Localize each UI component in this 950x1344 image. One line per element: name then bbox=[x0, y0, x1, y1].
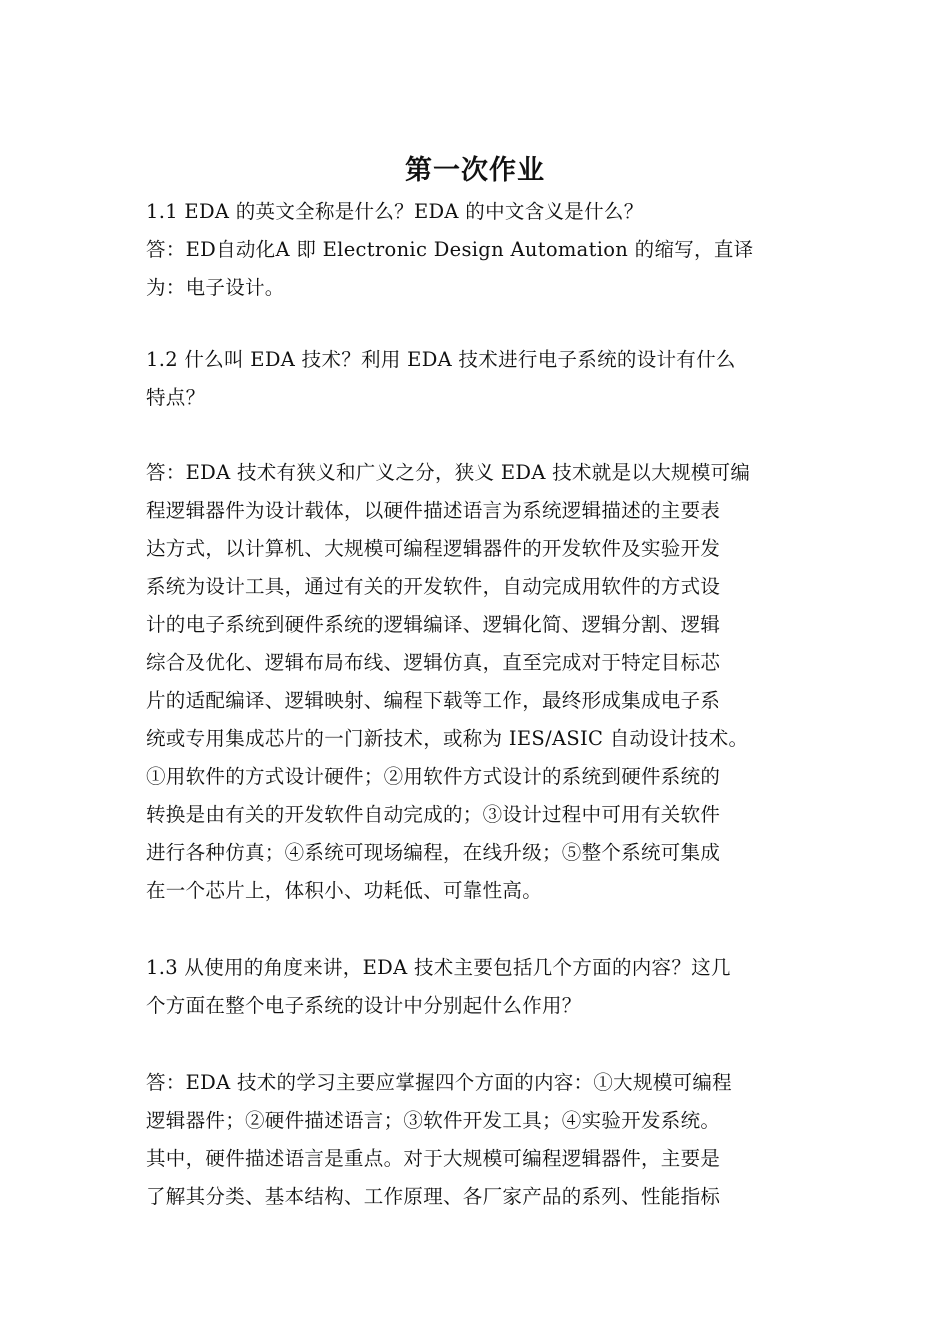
q1-2-answer-line-9: ①用软件的方式设计硬件；②用软件方式设计的系统到硬件系统的 bbox=[146, 765, 721, 788]
q1-1-question: 1.1 EDA 的英文全称是什么？EDA 的中文含义是什么？ bbox=[146, 200, 644, 223]
q1-2-answer-line-8: 统或专用集成芯片的一门新技术，或称为 IES/ASIC 自动设计技术。 bbox=[146, 727, 749, 750]
q1-2-answer-line-11: 进行各种仿真；④系统可现场编程，在线升级；⑤整个系统可集成 bbox=[146, 841, 721, 864]
q1-1-answer-line-2: 为：电子设计。 bbox=[146, 276, 285, 299]
q1-3-question-line-1: 1.3 从使用的角度来讲，EDA 技术主要包括几个方面的内容？这几 bbox=[146, 956, 731, 979]
q1-2-question-line-1: 1.2 什么叫 EDA 技术？利用 EDA 技术进行电子系统的设计有什么 bbox=[146, 348, 736, 371]
q1-3-question-line-2: 个方面在整个电子系统的设计中分别起什么作用？ bbox=[146, 994, 582, 1017]
q1-1-answer-line-1: 答：ED自动化A 即 Electronic Design Automation 的缩写，直译 bbox=[146, 238, 754, 261]
q1-2-answer-line-1: 答：EDA 技术有狭义和广义之分，狭义 EDA 技术就是以大规模可编 bbox=[146, 461, 751, 484]
q1-2-answer-line-4: 系统为设计工具，通过有关的开发软件，自动完成用软件的方式设 bbox=[146, 575, 721, 598]
q1-2-answer-line-6: 综合及优化、逻辑布局布线、逻辑仿真，直至完成对于特定目标芯 bbox=[146, 651, 721, 674]
q1-2-question-line-2: 特点？ bbox=[146, 386, 206, 409]
q1-2-answer-line-2: 程逻辑器件为设计载体，以硬件描述语言为系统逻辑描述的主要表 bbox=[146, 499, 721, 522]
q1-3-answer-line-1: 答：EDA 技术的学习主要应掌握四个方面的内容：①大规模可编程 bbox=[146, 1071, 732, 1094]
q1-2-answer-line-10: 转换是由有关的开发软件自动完成的；③设计过程中可用有关软件 bbox=[146, 803, 721, 826]
q1-2-answer-line-5: 计的电子系统到硬件系统的逻辑编译、逻辑化简、逻辑分割、逻辑 bbox=[146, 613, 721, 636]
q1-3-answer-line-3: 其中，硬件描述语言是重点。对于大规模可编程逻辑器件，主要是 bbox=[146, 1147, 721, 1170]
q1-2-answer-line-3: 达方式，以计算机、大规模可编程逻辑器件的开发软件及实验开发 bbox=[146, 537, 721, 560]
q1-2-answer-line-12: 在一个芯片上，体积小、功耗低、可靠性高。 bbox=[146, 879, 543, 902]
q1-3-answer-line-4: 了解其分类、基本结构、工作原理、各厂家产品的系列、性能指标 bbox=[146, 1185, 721, 1208]
document-title: 第一次作业 bbox=[405, 155, 545, 186]
q1-3-answer-line-2: 逻辑器件；②硬件描述语言；③软件开发工具；④实验开发系统。 bbox=[146, 1109, 721, 1132]
q1-2-answer-line-7: 片的适配编译、逻辑映射、编程下载等工作，最终形成集成电子系 bbox=[146, 689, 721, 712]
